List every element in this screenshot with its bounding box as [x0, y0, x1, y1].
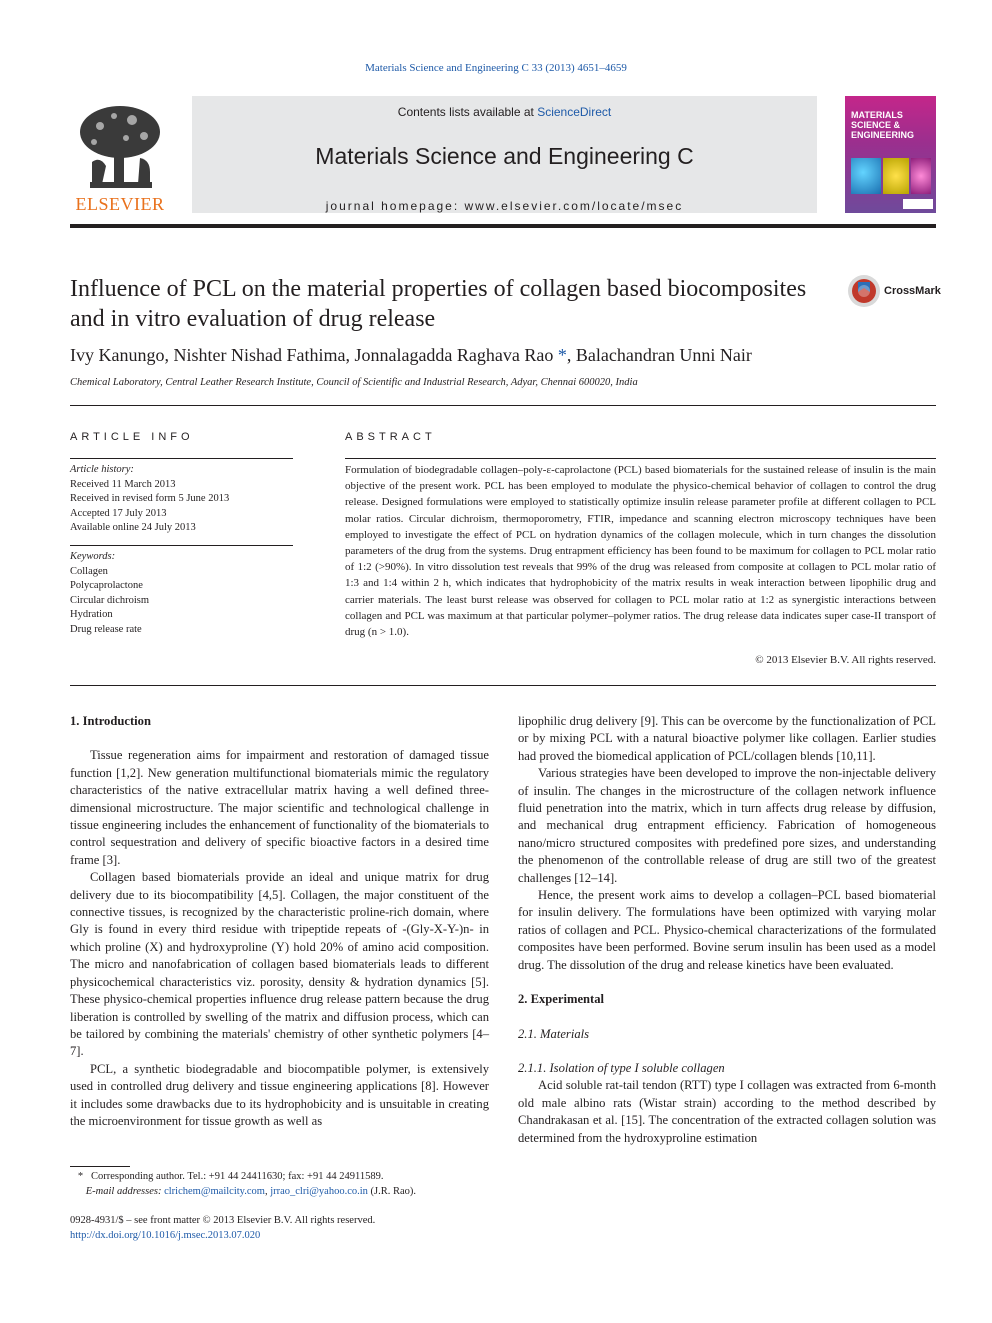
article-title-line-1: Influence of PCL on the material properties of collagen based biocomposites — [70, 276, 807, 302]
body-paragraph: lipophilic drug delivery [9]. This can be overcome by the functionalization of PCL or by mixing PCL with a natural bioactive polymer like collagen. Earlier studies had proved the biomedical application of PCL/collagen blends [10,11]. — [518, 714, 936, 763]
header-divider — [70, 224, 936, 228]
contents-line — [192, 105, 817, 119]
body-paragraph: Hence, the present work aims to develop a collagen–PCL based biomaterial for insulin delivery. The formulations have been optimized with varying molar ratios of collagen and PCL. Physico-chemical characterizations of the formulated composites have been performed. Bovine serum insulin has been used as a model drug. The dissolution of the drug and release kinetics have been evaluated. — [518, 888, 936, 972]
keyword-item: Collagen — [70, 565, 108, 577]
keyword-item: Drug release rate — [70, 623, 142, 635]
body-paragraph: Tissue regeneration aims for impairment and restoration of damaged tissue function [1,2]. New generation multifunctional biomaterials mimic the regulatory characteristics of the native extracellular matrix having a well defined three-dimensional microstructure. The major scientific and technological challenge in tissue engineering includes the enhancement of functionality of the biomaterials to control sequestration and delivery of specific bioactive factors in a desired time frame [3]. — [70, 748, 489, 867]
body-paragraph: PCL, a synthetic biodegradable and biocompatible polymer, is extensively used in controlled drug delivery and tissue engineering applications [8]. However it includes some drawbacks due to its hydrophobicity and is unsuitable in creating the microenvironment for tissue growth as well as — [70, 1061, 489, 1128]
cover-thumbnail-1 — [851, 158, 881, 194]
email-label: E-mail addresses: — [85, 1185, 162, 1197]
footnote-star: * — [77, 1171, 84, 1182]
footnote-divider — [70, 1166, 130, 1167]
keyword-item: Polycaprolactone — [70, 580, 143, 591]
keywords-label: Keywords: — [70, 551, 116, 562]
cover-thumbnail-2 — [883, 158, 909, 194]
email-suffix: (J.R. Rao). — [367, 1185, 417, 1197]
email-separator: , — [264, 1185, 271, 1197]
sciencedirect-link[interactable]: ScienceDirect — [537, 105, 612, 119]
body-column-right — [518, 713, 936, 1147]
authors-last: , Balachandran Unni Nair — [566, 345, 752, 365]
cover-thumbnail-3 — [911, 158, 931, 194]
article-info-heading: ARTICLE INFO — [70, 431, 194, 443]
article-history — [70, 463, 229, 536]
crossmark-label: CrossMark — [884, 285, 941, 297]
section-heading: 2. Experimental — [518, 992, 605, 1007]
body-paragraph: Collagen based biomaterials provide an ideal and unique matrix for drug delivery due to its biocompatibility [4,5]. Collagen, the major constituent of the connective tissues, is recognized by the characteristic proline-rich domain, where Gly is found in every third residue with tripeptide repeats of -(Gly-X-Y-)n- in which proline (X) and hydroxyproline (Y) hold 20% of amino acid composition. The micro and nanofabrication of collagen based biomaterials leads to different physicochemical characteristics viz. porosity, density & hydration dynamics [5]. These physico-chemical properties influence drug release pattern because the drug liberation is controlled by swelling of the matrix and diffusion process, which can be tailored by combining the materials' chemistry of other synthetic polymers [4–7]. — [70, 870, 489, 1059]
crossmark-badge[interactable] — [847, 274, 942, 310]
front-matter — [70, 1214, 375, 1243]
article-title — [70, 274, 830, 334]
section-heading: 1. Introduction — [70, 714, 151, 728]
corresponding-text: Corresponding author. Tel.: +91 44 24411630; fax: +91 44 24911589. — [91, 1171, 384, 1182]
keyword-item: Circular dichroism — [70, 594, 150, 606]
journal-cover-image — [845, 96, 936, 213]
history-item: Received in revised form 5 June 2013 — [70, 493, 230, 504]
journal-title: Materials Science and Engineering C — [315, 143, 694, 169]
keyword-item: Hydration — [70, 609, 113, 620]
divider — [70, 685, 936, 686]
email-link-2[interactable]: jrrao_clri@yahoo.co.in — [270, 1185, 368, 1197]
subsection-heading: 2.1. Materials — [518, 1026, 590, 1041]
abstract-copyright: © 2013 Elsevier B.V. All rights reserved. — [755, 654, 936, 666]
cover-title: MATERIALS SCIENCE & ENGINEERING — [851, 110, 915, 140]
doi-link[interactable]: http://dx.doi.org/10.1016/j.msec.2013.07.020 — [70, 1229, 261, 1241]
abstract-heading: ABSTRACT — [345, 431, 436, 443]
email-link-1[interactable]: clrichem@mailcity.com — [164, 1185, 265, 1197]
author-list — [70, 345, 752, 366]
journal-homepage-link[interactable]: journal homepage: www.elsevier.com/locate/msec — [325, 199, 684, 213]
body-column-left — [70, 713, 489, 1130]
corresponding-author-star-link[interactable]: * — [557, 345, 567, 365]
elsevier-wordmark: ELSEVIER — [75, 194, 165, 214]
body-paragraph: Various strategies have been developed to improve the non-injectable delivery of insulin. The changes in the microstructure of the collagen network influence fluid penetration into the matrix, which in turn affects drug release by diffusion, and mechanical drug entrapment efficiency. Fabrication of homogeneous nano/micro structured composites with predefined pore sizes, and understanding the phenomenon of the controllable release of drug are still two of the greatest challenges [12–14]. — [518, 766, 936, 885]
contents-prefix: Contents lists available at — [397, 105, 538, 119]
divider — [70, 405, 936, 406]
journal-banner — [192, 96, 817, 213]
history-item: Received 11 March 2013 — [70, 478, 176, 490]
divider — [70, 458, 293, 459]
subsubsection-heading: 2.1.1. Isolation of type I soluble collagen — [518, 1060, 725, 1075]
affiliation: Chemical Laboratory, Central Leather Research Institute, Council of Scientific and Industrial Research, Adyar, Chennai 600020, India — [70, 377, 638, 388]
cover-publisher-mark — [903, 199, 933, 209]
corresponding-author-note — [70, 1170, 489, 1185]
divider — [70, 545, 293, 546]
history-label: Article history: — [70, 464, 134, 475]
body-paragraph: Acid soluble rat-tail tendon (RTT) type I collagen was extracted from 6-month old male albino rats (Wistar strain) according to the method described by Chandrakasan et al. [15]. The concentration of the extracted collagen solution was determined from the hydroxyproline estimation — [518, 1078, 936, 1145]
history-item: Accepted 17 July 2013 — [70, 507, 167, 519]
issn-line: 0928-4931/$ – see front matter © 2013 Elsevier B.V. All rights reserved. — [70, 1215, 376, 1226]
journal-header — [70, 96, 817, 213]
journal-reference[interactable]: Materials Science and Engineering C 33 (2013) 4651–4659 — [365, 62, 627, 74]
email-note — [70, 1185, 489, 1200]
history-item: Available online 24 July 2013 — [70, 522, 196, 533]
keywords — [70, 550, 149, 637]
authors-main: Ivy Kanungo, Nishter Nishad Fathima, Jonnalagadda Raghava Rao — [70, 345, 554, 365]
abstract-text: Formulation of biodegradable collagen–poly-ε-caprolactone (PCL) based biomaterials for the sustained release of insulin is the main objective of the present work. PCL has been employed to modulate the physico-chemical behavior of collagen to control the drug release. Designed formulations were employed to statistically optimize insulin release parameter profile at different collagen to PCL molar ratios. Circular dichroism, thermoporometry, FTIR, impedance and scanning electron microscopy techniques have been employed to investigate the effect of PCL on hydration dynamics of the collagen molecule, which in turn changes the dissolution parameters of the drug from the systems. Drug entrapment efficiency has been found to be maximum for collagen to PCL molar ratio of 1:2 (>90%). In vitro dissolution test reveals that 99% of the drug was released from composite at collagen to PCL molar ratio of 1:3 and 1:4 within 2 h, which indicates that hydrophobicity of the matrix results in weak interaction between lipophilic drug and carrier materials. The least burst release was observed for collagen to PCL molar ratio at 1:2 as synergistic interactions between collagen and PCL was maximum at that particular polymer–polymer ratios. The drug release data indicates super case-II transport of drug (n > 1.0). — [345, 464, 936, 639]
divider — [345, 458, 936, 459]
crossmark-icon — [847, 274, 881, 308]
article-title-line-2: and in vitro evaluation of drug release — [70, 306, 436, 332]
footnote — [70, 1170, 489, 1199]
